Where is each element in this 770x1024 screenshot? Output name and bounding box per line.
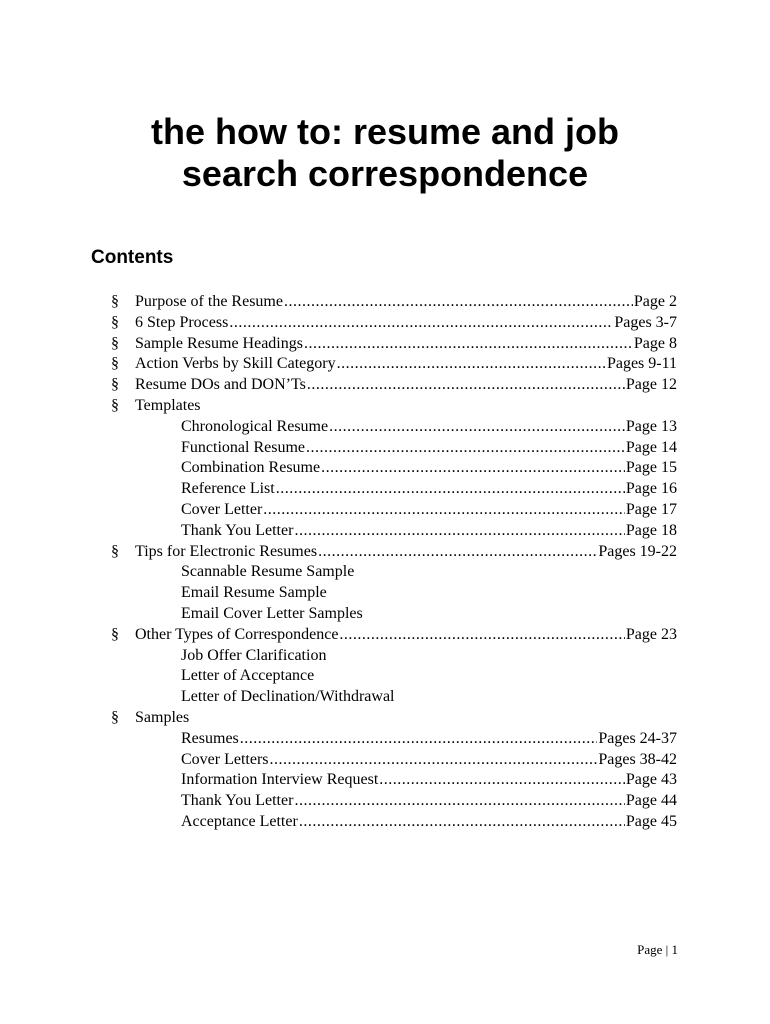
toc-entry-label: Letter of Acceptance [181,667,315,685]
toc-dot-leader [270,750,598,771]
toc-entry-label: Combination Resume [181,459,321,477]
toc-entry-page: Page 23 [625,625,677,643]
toc-entry [0,479,770,500]
toc-entry-label: Letter of Declination/Withdrawal [181,688,395,706]
toc-entry-page: Page 8 [633,334,677,352]
toc-entry [0,292,770,313]
toc-entry-label: Scannable Resume Sample [181,563,355,581]
toc-dot-leader [276,479,625,500]
toc-entry-label: Sample Resume Headings [135,334,303,352]
toc-entry-label: Cover Letter [181,500,263,518]
toc-entry [0,375,770,396]
toc-dot-leader [329,417,625,438]
section-bullet-icon: § [111,376,119,394]
toc-entry [0,604,770,625]
toc-entry-line [135,542,677,563]
toc-dot-leader [339,625,624,646]
toc-entry-page: Pages 3-7 [614,313,677,331]
toc-entry-line [135,334,677,355]
toc-dot-leader [304,334,633,355]
toc-dot-leader [263,500,625,521]
toc-entry-label: Job Offer Clarification [181,646,327,664]
toc-entry-page: Pages 38-42 [598,750,677,768]
toc-entry-label: 6 Step Process [135,313,229,331]
toc-entry-label: Action Verbs by Skill Category [135,355,336,373]
toc-dot-leader [294,521,624,542]
toc-dot-leader [379,770,625,791]
toc-entry [0,562,770,583]
toc-dot-leader [284,292,633,313]
toc-entry [0,708,770,729]
toc-entry-page: Page 43 [625,771,677,789]
section-bullet-icon: § [111,293,119,310]
toc-entry-page: Page 14 [625,438,677,456]
toc-entry [0,625,770,646]
toc-entry-line [181,417,677,438]
toc-entry [0,500,770,521]
toc-entry [0,458,770,479]
toc-entry [0,521,770,542]
toc-entry-page: Page 16 [625,480,677,498]
toc-entry [0,729,770,750]
toc-entry-label: Email Resume Sample [181,584,327,602]
document-title-line-2: search correspondence [181,153,589,194]
section-bullet-icon: § [111,708,119,726]
toc-entry-line [181,646,326,667]
section-bullet-icon: § [111,355,119,373]
toc-entry [0,354,770,375]
toc-dot-leader [337,354,606,375]
toc-entry-label: Thank You Letter [181,521,294,539]
toc-entry-label: Purpose of the Resume [135,293,283,310]
toc-entry-line [181,458,677,479]
toc-entry-line [135,396,201,417]
table-of-contents [0,292,770,833]
toc-dot-leader [240,729,598,750]
toc-entry-line [135,313,677,334]
toc-entry [0,687,770,708]
toc-entry-label: Acceptance Letter [181,812,298,830]
toc-entry [0,313,770,334]
toc-dot-leader [321,458,625,479]
toc-entry-line [181,438,677,459]
toc-dot-leader [318,542,597,563]
toc-entry-label: Reference List [181,480,275,498]
toc-entry-page: Pages 9-11 [606,355,677,373]
toc-entry [0,750,770,771]
toc-entry [0,334,770,355]
toc-dot-leader [299,812,625,833]
toc-entry-line [135,292,677,313]
toc-entry-line [181,770,677,791]
toc-entry-page: Page 18 [625,521,677,539]
toc-entry-label: Information Interview Request [181,771,379,789]
toc-entry-line [181,562,354,583]
toc-entry-line [135,708,189,729]
toc-entry-label: Chronological Resume [181,417,329,435]
toc-entry-label: Cover Letters [181,750,269,768]
toc-dot-leader [229,313,613,334]
section-bullet-icon: § [111,396,119,414]
toc-entry [0,583,770,604]
toc-entry-label: Resumes [181,729,239,747]
toc-entry-line [181,812,677,833]
toc-entry [0,417,770,438]
toc-entry-line [181,791,677,812]
toc-entry-page: Page 13 [625,417,677,435]
toc-entry-line [181,500,677,521]
toc-entry-line [181,521,677,542]
toc-entry-page: Pages 24-37 [598,729,677,747]
toc-entry-line [181,604,363,625]
toc-entry-label: Other Types of Correspondence [135,625,339,643]
toc-entry-line [135,625,677,646]
toc-entry-label: Thank You Letter [181,792,294,810]
toc-entry-line [181,729,677,750]
toc-entry-line [181,479,677,500]
section-bullet-icon: § [111,625,119,643]
document-title-line-1: the how to: resume and job [150,111,620,152]
contents-heading: Contents [91,247,174,268]
toc-entry-line [181,750,677,771]
toc-entry [0,438,770,459]
toc-entry [0,812,770,833]
toc-entry [0,666,770,687]
toc-entry-page: Page 45 [625,812,677,830]
toc-entry-page: Page 17 [625,500,677,518]
toc-entry-label: Email Cover Letter Samples [181,604,363,622]
toc-entry-page: Page 12 [625,376,677,394]
toc-entry-line [135,375,677,396]
toc-entry [0,646,770,667]
toc-entry-label: Templates [135,396,201,414]
toc-entry-label: Samples [135,708,190,726]
toc-dot-leader [307,375,625,396]
toc-entry [0,542,770,563]
toc-dot-leader [294,791,624,812]
toc-entry [0,791,770,812]
toc-entry-page: Page 15 [625,459,677,477]
section-bullet-icon: § [111,313,119,331]
document-title [0,111,770,195]
toc-entry-line [181,583,327,604]
page-number-footer: Page | 1 [637,942,678,957]
toc-entry [0,396,770,417]
toc-entry-label: Functional Resume [181,438,305,456]
toc-entry-label: Resume DOs and DON’Ts [135,376,306,394]
toc-entry-line [181,687,395,708]
toc-dot-leader [306,438,625,459]
toc-entry-page: Pages 19-22 [598,542,677,560]
toc-entry-page: Page 2 [633,293,677,310]
toc-entry-page: Page 44 [625,792,677,810]
toc-entry [0,770,770,791]
section-bullet-icon: § [111,542,119,560]
toc-entry-label: Tips for Electronic Resumes [135,542,318,560]
section-bullet-icon: § [111,334,119,352]
toc-entry-line [181,666,314,687]
toc-entry-line [135,354,677,375]
